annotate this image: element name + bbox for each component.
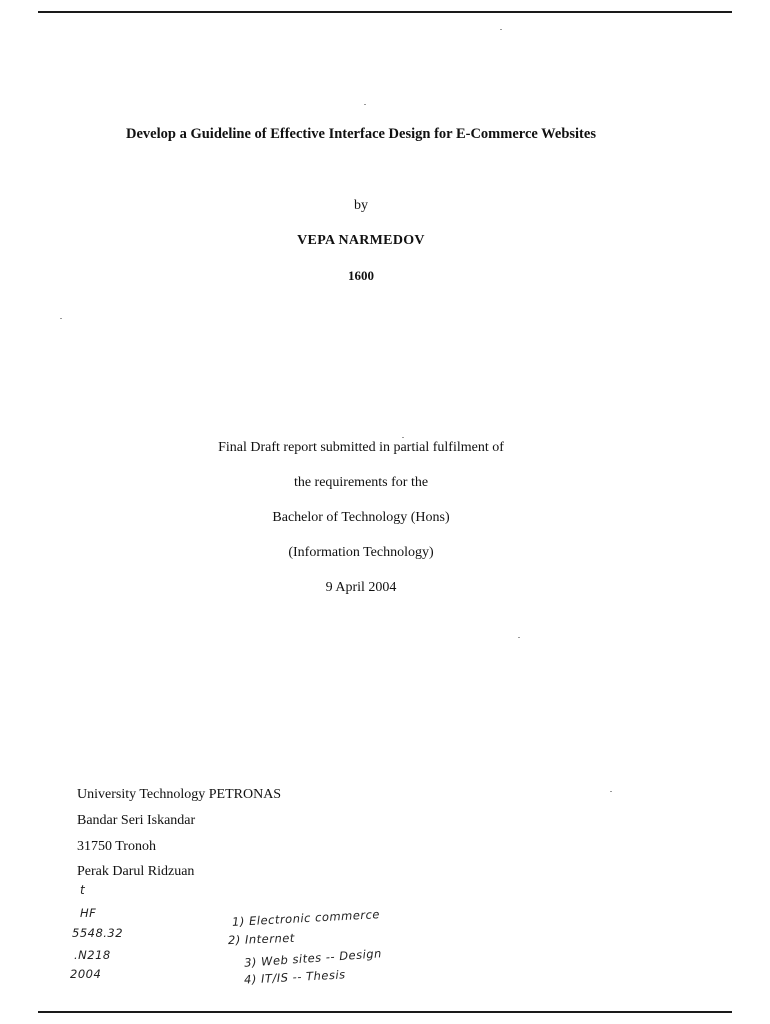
scan-speck [402,437,404,438]
report-title: Develop a Guideline of Effective Interface Design for E-Commerce Websites [126,126,596,142]
scan-speck [518,637,520,638]
degree-field: (Information Technology) [288,545,434,560]
by-line: by [354,198,368,213]
address-line: Bandar Seri Iskandar [77,813,196,828]
handwritten-call-number: HF [80,906,97,920]
scan-speck [364,104,366,105]
address-line: 31750 Tronoh [77,839,156,854]
scan-speck [610,791,612,792]
bottom-rule [38,1011,732,1013]
author-name: VEPA NARMEDOV [297,233,425,248]
submission-line: Final Draft report submitted in partial fulfilment of [218,440,504,455]
submission-date: 9 April 2004 [325,580,397,595]
handwritten-call-number: 5548.32 [72,926,124,940]
address-line: Perak Darul Ridzuan [77,864,195,879]
submission-line: the requirements for the [293,475,429,490]
handwritten-mark: t [80,883,86,897]
scan-speck [60,318,62,319]
handwritten-keyword: 1) Electronic commerce [231,907,381,929]
degree-name: Bachelor of Technology (Hons) [272,510,450,525]
handwritten-keyword: 2) Internet [227,930,296,948]
handwritten-call-number: .N218 [74,948,111,962]
handwritten-keyword: 3) Web sites -- Design [243,946,383,970]
handwritten-keyword: 4) IT/IS -- Thesis [243,967,346,987]
top-rule [38,11,732,13]
handwritten-call-number: 2004 [70,967,102,981]
address-line: University Technology PETRONAS [77,787,282,802]
scan-speck [500,29,502,30]
student-id: 1600 [348,268,374,283]
